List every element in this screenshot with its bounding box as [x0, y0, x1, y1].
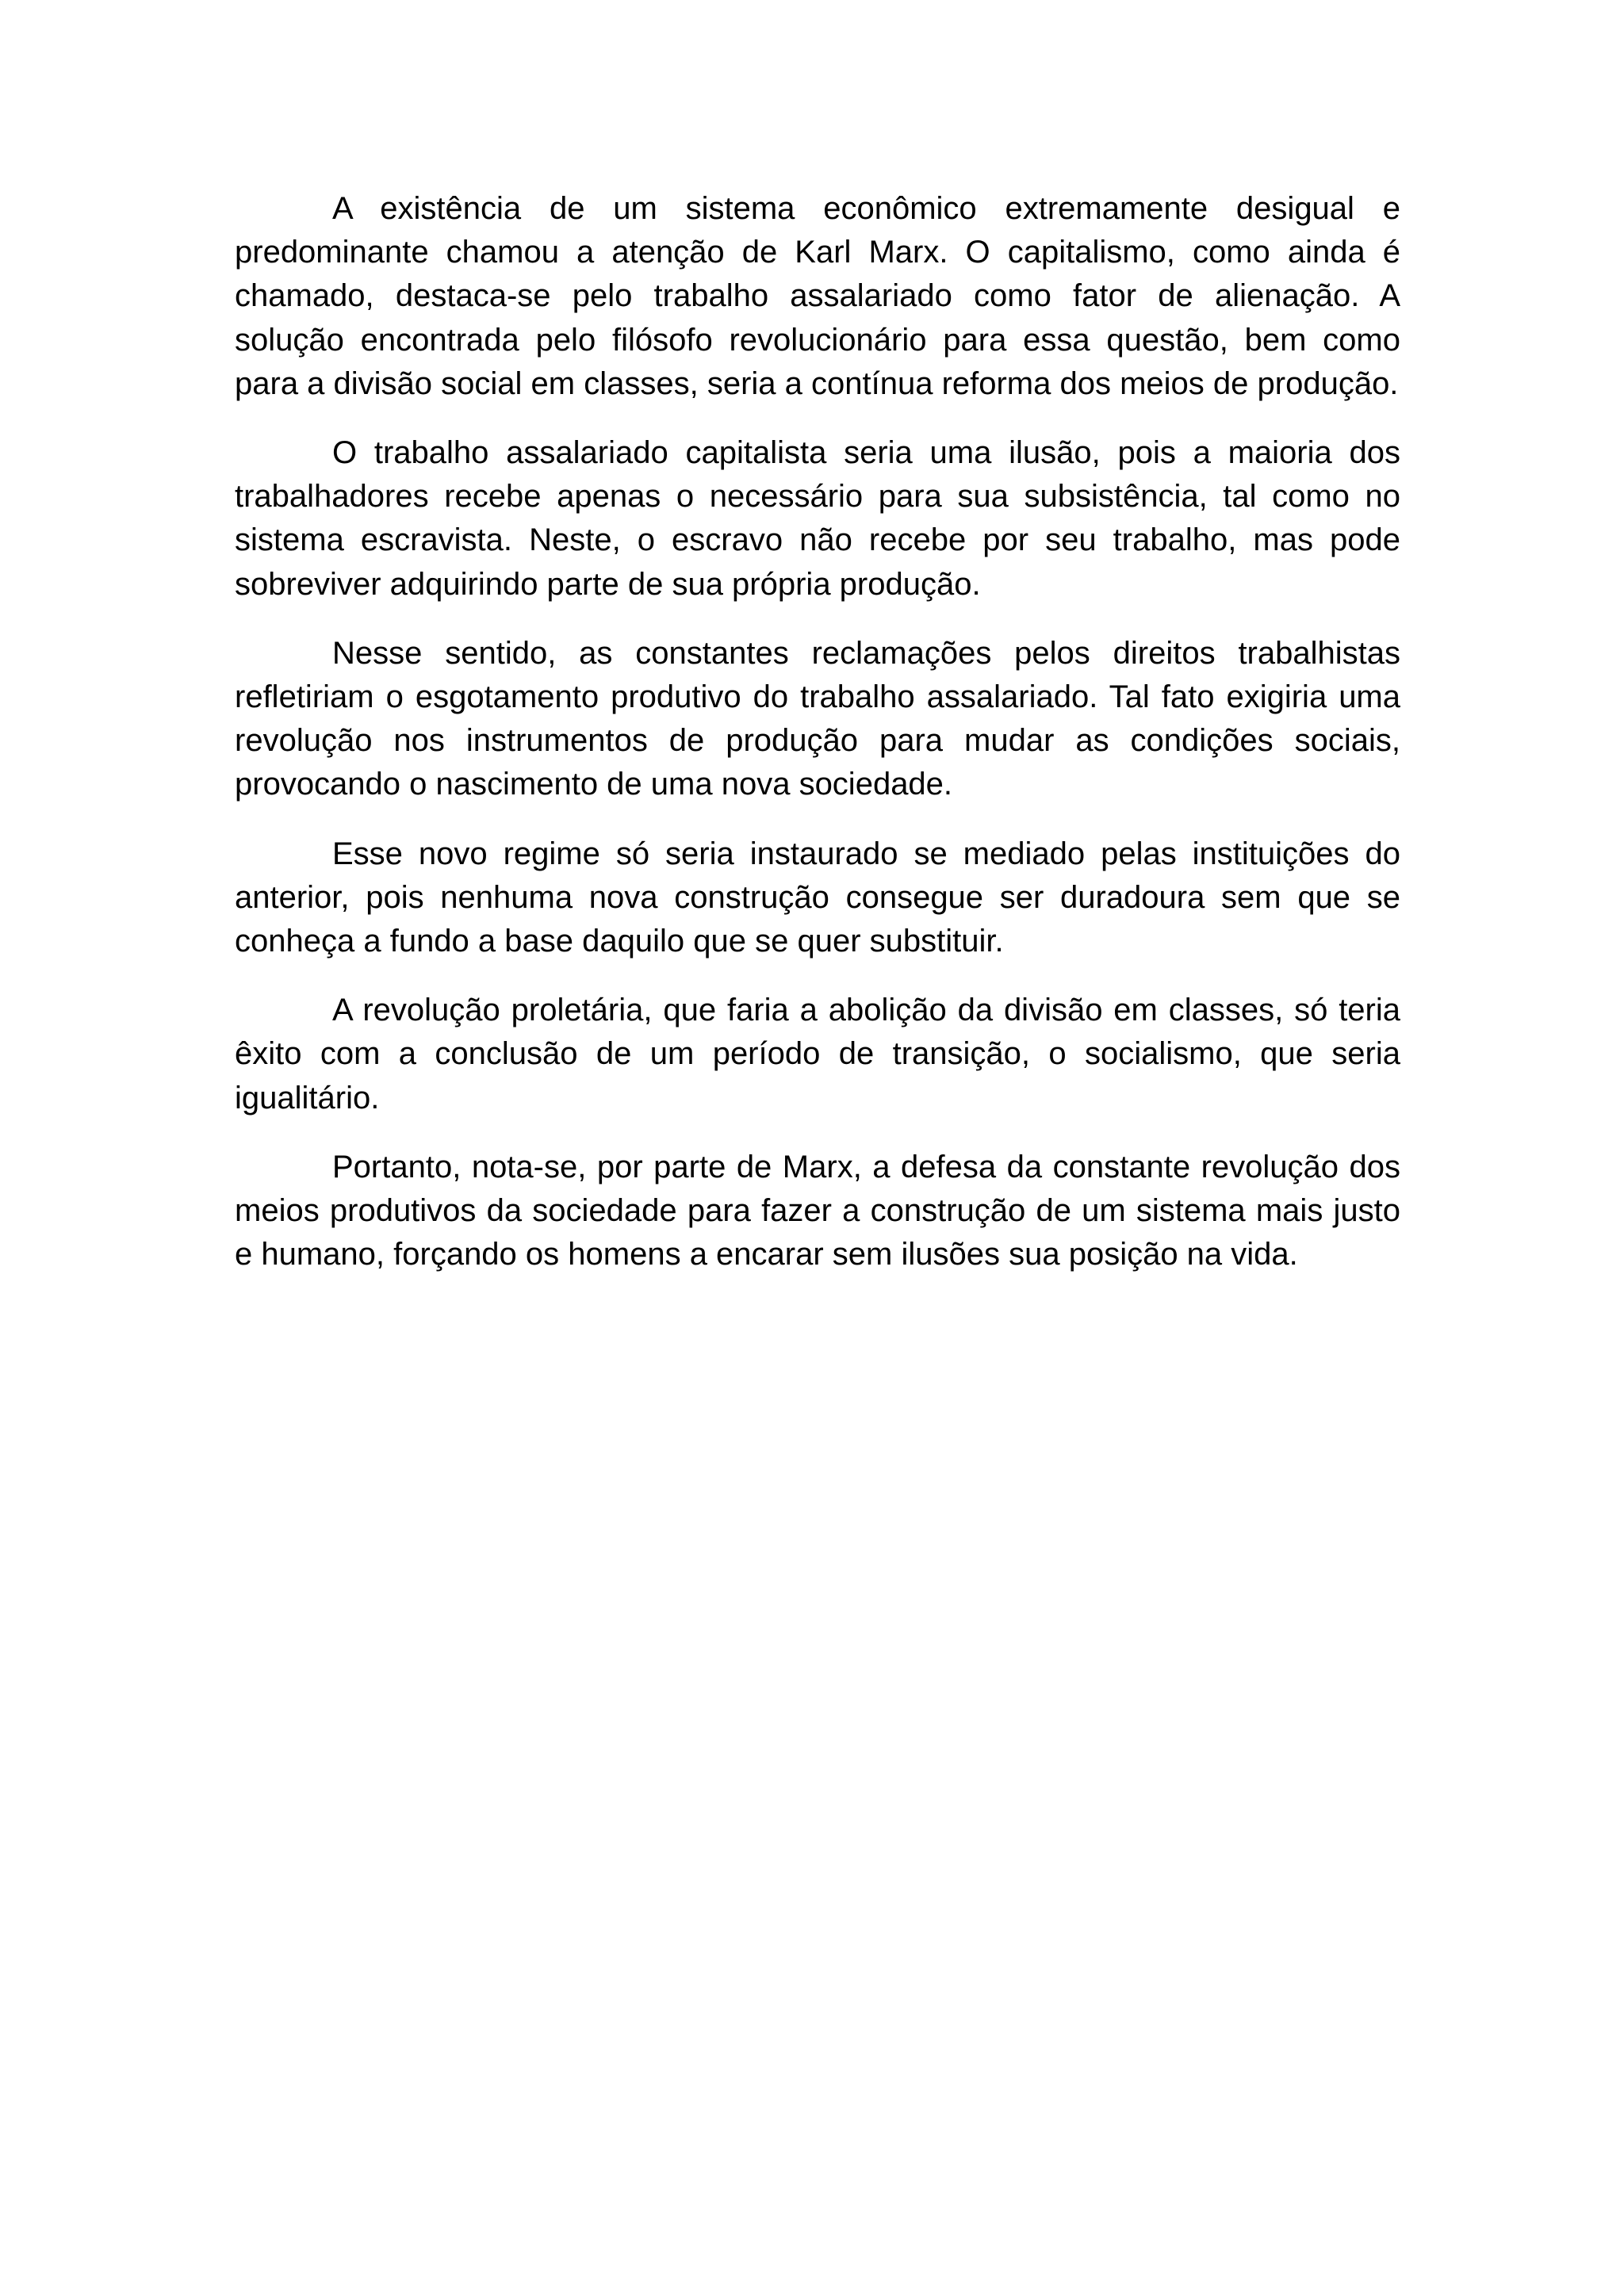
paragraph-3: Nesse sentido, as constantes reclamações pelos direitos trabalhistas refletiriam o esgotamento produtivo do trabalho assalariado. Tal fato exigiria uma revolução nos instrumentos de produção para mudar as condições sociais, provocando o nascimento de uma nova sociedade. — [235, 635, 1400, 802]
paragraph-5: A revolução proletária, que faria a abolição da divisão em classes, só teria êxito com a conclusão de um período de transição, o socialismo, que seria igualitário. — [235, 993, 1400, 1115]
paragraph-4: Esse novo regime só seria instaurado se mediado pelas instituições do anterior, pois nenhuma nova construção consegue ser duradoura sem que se conheça a fundo a base daquilo que se quer substituir. — [235, 836, 1400, 959]
document-body — [235, 187, 1400, 1276]
paragraph-2: O trabalho assalariado capitalista seria uma ilusão, pois a maioria dos trabalhadores recebe apenas o necessário para sua subsistência, tal como no sistema escravista. Neste, o escravo não recebe por seu trabalho, mas pode sobreviver adquirindo parte de sua própria produção. — [235, 435, 1400, 602]
paragraph-1: A existência de um sistema econômico extremamente desigual e predominante chamou a atenção de Karl Marx. O capitalismo, como ainda é chamado, destaca-se pelo trabalho assalariado como fator de alienação. A solução encontrada pelo filósofo revolucionário para essa questão, bem como para a divisão social em classes, seria a contínua reforma dos meios de produção. — [235, 191, 1400, 401]
paragraph-6: Portanto, nota-se, por parte de Marx, a defesa da constante revolução dos meios produtivos da sociedade para fazer a construção de um sistema mais justo e humano, forçando os homens a encarar sem ilusões sua posição na vida. — [235, 1149, 1400, 1272]
